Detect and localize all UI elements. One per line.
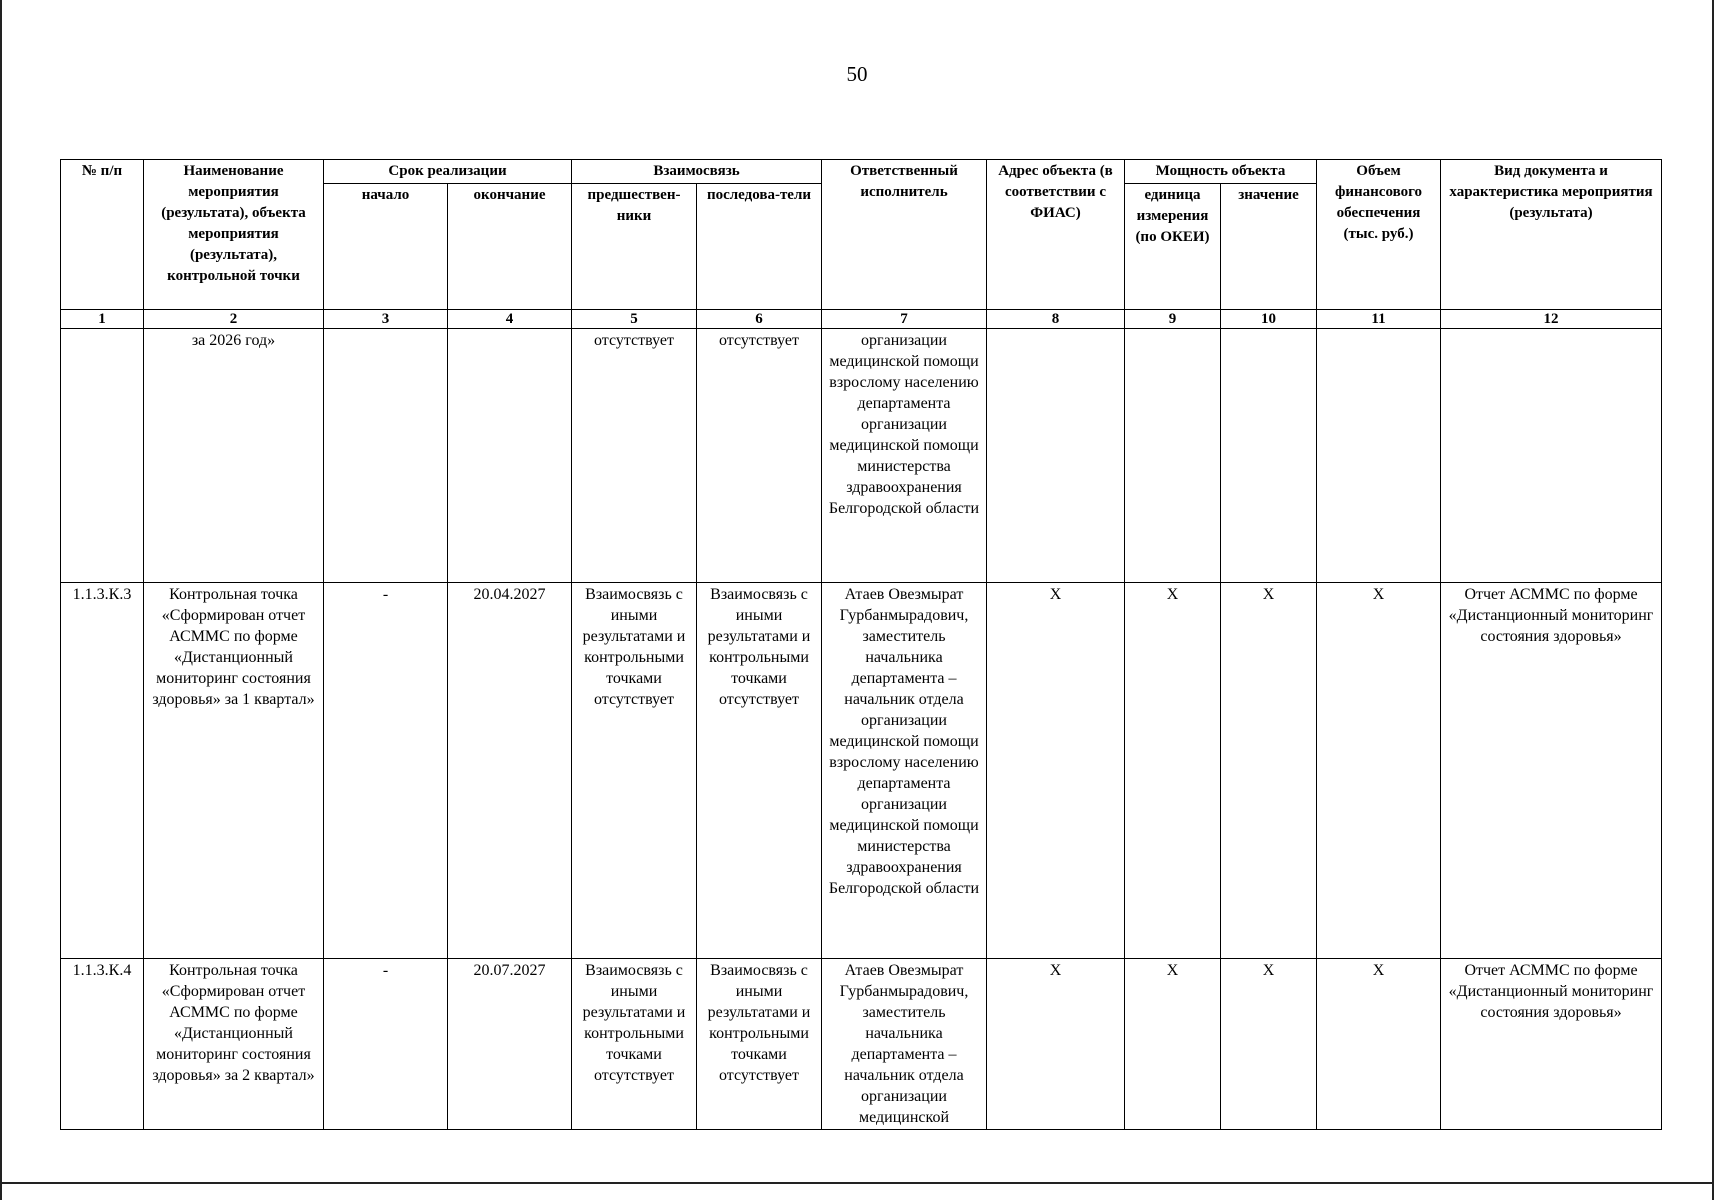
- row-value: [1221, 329, 1317, 583]
- column-number: 10: [1221, 310, 1317, 329]
- row-address: X: [987, 583, 1125, 959]
- header-row-top: [61, 160, 1662, 184]
- row-prev: Взаимосвязь с иными результатами и контрольными точками отсутствует: [572, 959, 697, 1130]
- row-responsible: организации медицинской помощи взрослому населению департамента организации медицинской помощи министерства здравоохранения Белгородской области: [822, 329, 987, 583]
- row-next: Взаимосвязь с иными результатами и контрольными точками отсутствует: [697, 959, 822, 1130]
- header-term-end: окончание: [448, 184, 572, 310]
- row-num: 1.1.3.К.4: [61, 959, 144, 1130]
- header-term-start: начало: [324, 184, 448, 310]
- table-row: [61, 583, 1662, 959]
- column-number: 4: [448, 310, 572, 329]
- row-address: X: [987, 959, 1125, 1130]
- column-number: 2: [144, 310, 324, 329]
- row-start: -: [324, 959, 448, 1130]
- row-next: отсутствует: [697, 329, 822, 583]
- row-unit: X: [1125, 959, 1221, 1130]
- row-value: X: [1221, 583, 1317, 959]
- row-responsible: Атаев Овезмырат Гурбанмырадович, заместитель начальника департамента – начальник отдела организации медицинской: [822, 959, 987, 1130]
- header-rel-prev: предшествен-ники: [572, 184, 697, 310]
- header-responsible: Ответственный исполнитель: [822, 160, 987, 310]
- row-end: 20.07.2027: [448, 959, 572, 1130]
- page-bottom-edge: [0, 1182, 1714, 1184]
- column-number: 7: [822, 310, 987, 329]
- column-number: 9: [1125, 310, 1221, 329]
- row-doc: Отчет АСММС по форме «Дистанционный мониторинг состояния здоровья»: [1441, 959, 1662, 1130]
- header-doc-type: Вид документа и характеристика мероприятия (результата): [1441, 160, 1662, 310]
- header-cap-unit: единица измерения (по ОКЕИ): [1125, 184, 1221, 310]
- row-end: [448, 329, 572, 583]
- header-num: № п/п: [61, 160, 144, 310]
- column-number-row: [61, 310, 1662, 329]
- row-end: 20.04.2027: [448, 583, 572, 959]
- plan-table: [60, 159, 1662, 1130]
- header-relation: Взаимосвязь: [572, 160, 822, 184]
- row-name: Контрольная точка «Сформирован отчет АСММС по форме «Дистанционный мониторинг состояния здоровья» за 2 квартал»: [144, 959, 324, 1130]
- header-cap-value: значение: [1221, 184, 1317, 310]
- row-finance: X: [1317, 959, 1441, 1130]
- column-number: 8: [987, 310, 1125, 329]
- header-term: Срок реализации: [324, 160, 572, 184]
- row-address: [987, 329, 1125, 583]
- header-name: Наименование мероприятия (результата), объекта мероприятия (результата), контрольной точки: [144, 160, 324, 310]
- row-num: 1.1.3.К.3: [61, 583, 144, 959]
- header-rel-next: последова-тели: [697, 184, 822, 310]
- column-number: 12: [1441, 310, 1662, 329]
- table-row: [61, 959, 1662, 1130]
- header-capacity: Мощность объекта: [1125, 160, 1317, 184]
- column-number: 5: [572, 310, 697, 329]
- column-number: 6: [697, 310, 822, 329]
- row-next: Взаимосвязь с иными результатами и контрольными точками отсутствует: [697, 583, 822, 959]
- row-num: [61, 329, 144, 583]
- row-prev: Взаимосвязь с иными результатами и контрольными точками отсутствует: [572, 583, 697, 959]
- column-number: 11: [1317, 310, 1441, 329]
- row-unit: X: [1125, 583, 1221, 959]
- row-unit: [1125, 329, 1221, 583]
- row-prev: отсутствует: [572, 329, 697, 583]
- row-name: Контрольная точка «Сформирован отчет АСММС по форме «Дистанционный мониторинг состояния здоровья» за 1 квартал»: [144, 583, 324, 959]
- row-finance: X: [1317, 583, 1441, 959]
- row-name: за 2026 год»: [144, 329, 324, 583]
- row-value: X: [1221, 959, 1317, 1130]
- row-doc: Отчет АСММС по форме «Дистанционный мониторинг состояния здоровья»: [1441, 583, 1662, 959]
- header-address: Адрес объекта (в соответствии с ФИАС): [987, 160, 1125, 310]
- table-row: [61, 329, 1662, 583]
- row-start: -: [324, 583, 448, 959]
- column-number: 1: [61, 310, 144, 329]
- row-doc: [1441, 329, 1662, 583]
- header-finance: Объем финансового обеспечения (тыс. руб.): [1317, 160, 1441, 310]
- row-start: [324, 329, 448, 583]
- row-finance: [1317, 329, 1441, 583]
- row-responsible: Атаев Овезмырат Гурбанмырадович, заместитель начальника департамента – начальник отдела организации медицинской помощи взрослому населению департамента организации медицинской помощи министерства здравоохранения Белгородской области: [822, 583, 987, 959]
- page-number: 50: [846, 62, 868, 86]
- column-number: 3: [324, 310, 448, 329]
- page-left-edge: [0, 0, 2, 1200]
